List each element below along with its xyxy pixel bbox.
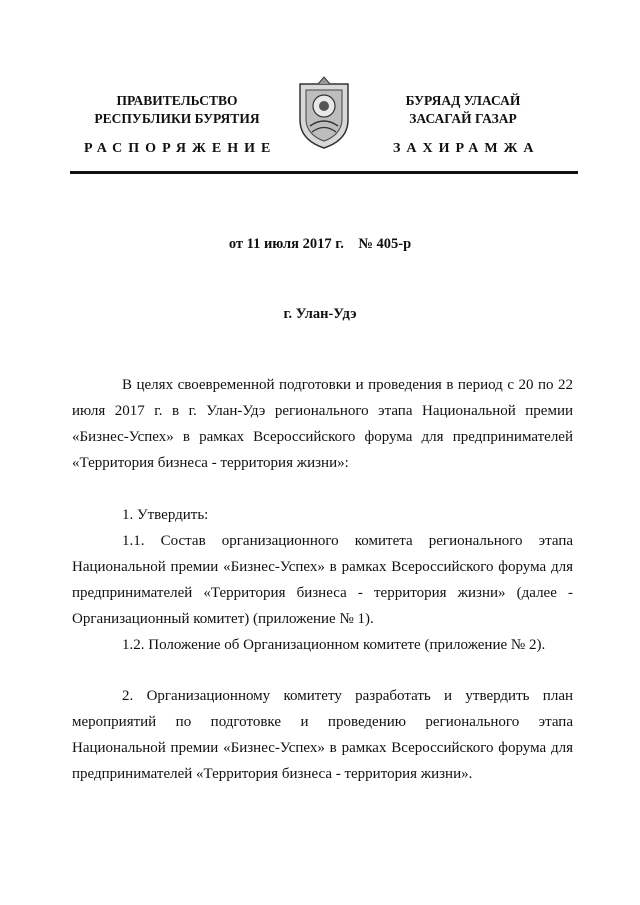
- issuer-bua-line1: БУРЯАД УЛАСАЙ: [405, 93, 521, 108]
- item-1: 1. Утвердить:: [122, 507, 209, 523]
- item-2: 2. Организационному комитету разработать и утвердить план мероприятий по подготовке и проведению регионального этапа Национальной премии «Бизнес-Успех» в рамках Всероссийского форума для предпринимателей «Территория бизнеса - территория жизни».: [72, 688, 573, 782]
- document-date-number: от 11 июля 2017 г. № 405-р: [228, 236, 412, 252]
- coat-of-arms-icon: [296, 76, 352, 150]
- item-1-1: 1.1. Состав организационного комитета регионального этапа Национальной премии «Бизнес-Успех» в рамках Всероссийского форума для предпринимателей «Территория бизнеса - территория жизни» (далее - Организационный комитет) (приложение № 1).: [72, 533, 573, 627]
- preamble: [72, 372, 573, 476]
- document-city: г. Улан-Удэ: [283, 306, 357, 322]
- issuer-ru: [72, 92, 282, 128]
- section-2: [72, 683, 573, 787]
- document-type-bua: ЗАХИРАМЖА: [393, 141, 540, 156]
- issuer-ru-line2: РЕСПУБЛИКИ БУРЯТИЯ: [94, 111, 260, 126]
- issuer-bua: [358, 92, 568, 128]
- document-type-ru: РАСПОРЯЖЕНИЕ: [84, 141, 277, 156]
- issuer-bua-line2: ЗАСАГАЙ ГАЗАР: [409, 111, 517, 126]
- item-1-2: 1.2. Положение об Организационном комитете (приложение № 2).: [122, 637, 546, 653]
- preamble-text: В целях своевременной подготовки и проведения в период с 20 по 22 июля 2017 г. в г. Улан-Удэ регионального этапа Национальной премии «Бизнес-Успех» в рамках Всероссийского форума для предпринимателей «Территория бизнеса - территория жизни»:: [72, 377, 573, 471]
- header-divider: [70, 171, 578, 174]
- issuer-ru-line1: ПРАВИТЕЛЬСТВО: [116, 93, 238, 108]
- section-1: [72, 502, 573, 658]
